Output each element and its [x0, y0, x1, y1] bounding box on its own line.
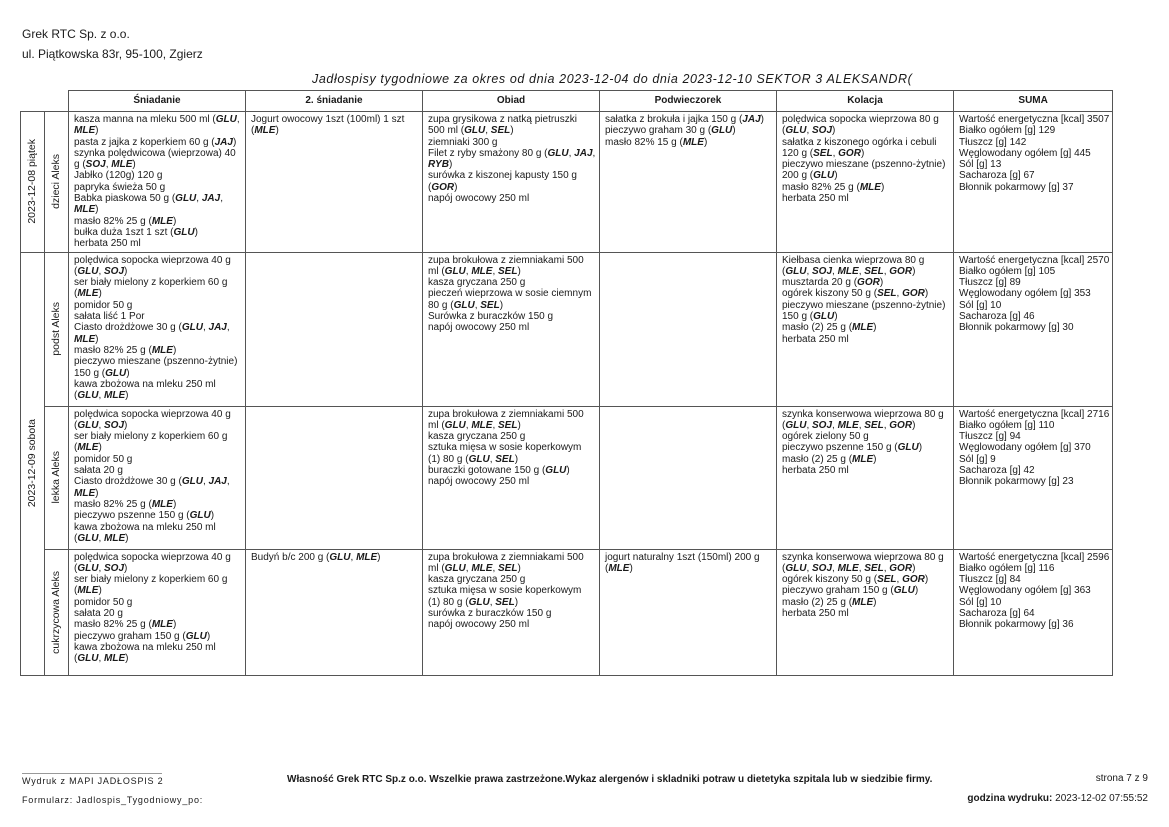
- dish-line: Kiełbasa cienka wieprzowa 80 g (GLU, SOJ, MLE, SEL, GOR): [782, 254, 925, 277]
- meal-cell-kolacja: [777, 252, 954, 406]
- meal-cell-podwieczorek: [600, 112, 777, 253]
- dish-line: surówka z kiszonej kapusty 150 g (GOR): [428, 170, 577, 193]
- dish-line: ogórek zielony 50 g: [782, 431, 869, 443]
- dish-line: szynka polędwicowa (wieprzowa) 40 g (SOJ, MLE): [74, 147, 236, 171]
- nutrition-line: Sacharoza [g] 64: [959, 608, 1035, 620]
- dish-line: polędwica sopocka wieprzowa 40 g (GLU, SOJ): [74, 254, 231, 277]
- dish-line: Budyń b/c 200 g (GLU, MLE): [251, 551, 381, 563]
- diet-label-cell: [45, 252, 69, 406]
- dish-line: ziemniaki 300 g: [428, 136, 498, 148]
- dish-line: pieczeń wieprzowa w sosie ciemnym 80 g (GLU, SEL): [428, 288, 592, 311]
- dish-line: herbata 250 ml: [782, 333, 849, 345]
- dish-line: kawa zbożowa na mleku 250 ml (GLU, MLE): [74, 641, 216, 665]
- dish-line: pasta z jajka z koperkiem 60 g (JAJ): [74, 136, 237, 148]
- dish-line: sałata liść 1 Por: [74, 311, 145, 323]
- nutrition-line: Wartość energetyczna [kcal] 3507: [959, 114, 1110, 125]
- footer-print-time-label: godzina wydruku:: [967, 793, 1053, 804]
- dish-line: masło 82% 25 g (MLE): [74, 498, 177, 510]
- dish-line: masło 82% 25 g (MLE): [782, 181, 885, 193]
- dish-line: pomidor 50 g: [74, 453, 133, 465]
- dish-line: zupa brokułowa z ziemniakami 500 ml (GLU, MLE, SEL): [428, 254, 584, 277]
- nutrition-line: Sól [g] 10: [959, 299, 1002, 311]
- dish-line: Ciasto drożdżowe 30 g (GLU, JAJ, MLE): [74, 476, 230, 499]
- dish-line: kasza gryczana 250 g: [428, 574, 526, 586]
- nutrition-line: Wartość energetyczna [kcal] 2716: [959, 408, 1110, 420]
- column-header-sniadanie: Śniadanie: [69, 91, 246, 112]
- menu-row: [21, 406, 1113, 549]
- dish-line: masło 82% 15 g (MLE): [605, 136, 708, 148]
- footer-ownership-notice: Własność Grek RTC Sp.z o.o. Wszelkie prawa zastrzeżone.Wykaz alergenów i skladniki potraw u dietetyka szpitala lub w siedzibie firmy.: [287, 774, 933, 785]
- nutrition-line: Sól [g] 10: [959, 596, 1002, 608]
- day-label-cell: [21, 112, 45, 253]
- dish-line: surówka z buraczków 150 g: [428, 608, 552, 620]
- dish-line: musztarda 20 g (GOR): [782, 277, 884, 289]
- menu-row: [21, 252, 1113, 406]
- dish-line: ser biały mielony z koperkiem 60 g (MLE): [74, 277, 228, 300]
- diet-label: lekka Aleks: [49, 451, 62, 504]
- footer-print-time: [967, 793, 1148, 804]
- nutrition-line: Białko ogółem [g] 110: [959, 419, 1055, 431]
- dish-line: jogurt naturalny 1szt (150ml) 200 g (MLE): [605, 551, 760, 574]
- footer-left: [22, 773, 203, 810]
- dish-line: ogórek kiszony 50 g (SEL, GOR): [782, 288, 929, 300]
- dish-line: Filet z ryby smażony 80 g (GLU, JAJ, RYB): [428, 147, 596, 171]
- meal-cell-drugie: [246, 406, 423, 549]
- nutrition-line: Sól [g] 9: [959, 453, 996, 465]
- meal-cell-sniadanie: [69, 252, 246, 406]
- nutrition-line: Tłuszcz [g] 89: [959, 277, 1021, 289]
- meal-cell-obiad: [423, 406, 600, 549]
- nutrition-line: Tłuszcz [g] 142: [959, 136, 1027, 148]
- dish-line: zupa brokułowa z ziemniakami 500 ml (GLU, MLE, SEL): [428, 551, 584, 574]
- dish-line: ogórek kiszony 50 g (SEL, GOR): [782, 574, 929, 586]
- diet-label-cell: [45, 549, 69, 675]
- dish-line: polędwica sopocka wieprzowa 40 g (GLU, SOJ): [74, 551, 231, 574]
- meal-cell-drugie: [246, 252, 423, 406]
- nutrition-line: Błonnik pokarmowy [g] 36: [959, 619, 1074, 631]
- meal-cell-sniadanie: [69, 406, 246, 549]
- nutrition-line: Tłuszcz [g] 84: [959, 574, 1021, 586]
- meal-cell-podwieczorek: [600, 252, 777, 406]
- dish-line: kasza gryczana 250 g: [428, 431, 526, 443]
- meal-cell-sniadanie: [69, 549, 246, 675]
- nutrition-line: Białko ogółem [g] 116: [959, 562, 1055, 574]
- dish-line: zupa brokułowa z ziemniakami 500 ml (GLU, MLE, SEL): [428, 408, 584, 431]
- dish-line: polędwica sopocka wieprzowa 80 g (GLU, SOJ): [782, 114, 939, 137]
- dish-line: napój owocowy 250 ml: [428, 322, 530, 334]
- meal-cell-podwieczorek: [600, 406, 777, 549]
- dish-line: pomidor 50 g: [74, 299, 133, 311]
- column-header-drugie-sniadanie: 2. śniadanie: [246, 91, 423, 112]
- dish-line: Ciasto drożdżowe 30 g (GLU, JAJ, MLE): [74, 322, 230, 345]
- dish-line: masło 82% 25 g (MLE): [74, 344, 177, 356]
- company-address: ul. Piątkowska 83r, 95-100, Zgierz: [22, 47, 203, 61]
- dish-line: ser biały mielony z koperkiem 60 g (MLE): [74, 431, 228, 454]
- nutrition-line: Sól [g] 13: [959, 159, 1002, 171]
- suma-cell: [954, 549, 1113, 675]
- dish-line: masło (2) 25 g (MLE): [782, 453, 877, 465]
- dish-line: kasza gryczana 250 g: [428, 277, 526, 289]
- dish-line: sztuka mięsa w sosie koperkowym (1) 80 g (GLU, SEL): [428, 585, 582, 608]
- nutrition-line: Węglowodany ogółem [g] 353: [959, 288, 1091, 300]
- diet-label: podst Aleks: [49, 302, 62, 356]
- dish-line: herbata 250 ml: [782, 193, 849, 205]
- footer-print-time-value: 2023-12-02 07:55:52: [1055, 793, 1148, 804]
- dish-line: Babka piaskowa 50 g (GLU, JAJ, MLE): [74, 193, 223, 216]
- dish-line: buraczki gotowane 150 g (GLU): [428, 465, 570, 477]
- diet-label: dzieci Aleks: [49, 154, 62, 210]
- header-row: [21, 91, 1113, 112]
- dish-line: pieczywo mieszane (pszenno-żytnie) 200 g (GLU): [782, 159, 946, 182]
- dish-line: ser biały mielony z koperkiem 60 g (MLE): [74, 574, 228, 597]
- menu-row: [21, 112, 1113, 253]
- page-title: Jadłospisy tygodniowe za okres od dnia 2023-12-04 do dnia 2023-12-10 SEKTOR 3 ALEKSANDR(: [312, 72, 913, 86]
- footer-page-number: strona 7 z 9: [1095, 773, 1148, 784]
- suma-cell: [954, 252, 1113, 406]
- meal-cell-drugie: [246, 549, 423, 675]
- dish-line: szynka konserwowa wieprzowa 80 g (GLU, SOJ, MLE, SEL, GOR): [782, 551, 944, 574]
- day-label: 2023-12-09 sobota: [25, 419, 38, 508]
- footer-printout-source: Wydruk z MAPI JADŁOSPIS 2: [22, 776, 164, 786]
- dish-line: pieczywo graham 150 g (GLU): [74, 630, 211, 642]
- meal-cell-obiad: [423, 112, 600, 253]
- dish-line: masło 82% 25 g (MLE): [74, 215, 177, 227]
- nutrition-line: Białko ogółem [g] 129: [959, 125, 1056, 137]
- dish-line: bułka duża 1szt 1 szt (GLU): [74, 226, 198, 238]
- nutrition-line: Błonnik pokarmowy [g] 23: [959, 476, 1074, 488]
- dish-line: pieczywo mieszane (pszenno-żytnie) 150 g (GLU): [74, 356, 238, 379]
- dish-line: kawa zbożowa na mleku 250 ml (GLU, MLE): [74, 378, 216, 402]
- dish-line: masło (2) 25 g (MLE): [782, 596, 877, 608]
- dish-line: pieczywo graham 150 g (GLU): [782, 585, 919, 597]
- dish-line: polędwica sopocka wieprzowa 40 g (GLU, SOJ): [74, 408, 231, 431]
- column-header-obiad: Obiad: [423, 91, 600, 112]
- nutrition-line: Białko ogółem [g] 105: [959, 265, 1056, 277]
- nutrition-line: Węglowodany ogółem [g] 363: [959, 585, 1091, 597]
- diet-label-cell: [45, 406, 69, 549]
- meal-cell-drugie: [246, 112, 423, 253]
- dish-line: szynka konserwowa wieprzowa 80 g (GLU, SOJ, MLE, SEL, GOR): [782, 408, 944, 431]
- dish-line: pieczywo mieszane (pszenno-żytnie) 150 g (GLU): [782, 299, 946, 323]
- nutrition-line: Sacharoza [g] 46: [959, 311, 1035, 323]
- menu-table: [20, 90, 1113, 676]
- dish-line: masło (2) 25 g (MLE): [782, 322, 877, 334]
- nutrition-line: Wartość energetyczna [kcal] 2596: [959, 551, 1110, 563]
- day-label-cell: [21, 252, 45, 675]
- column-header-podwieczorek: Podwieczorek: [600, 91, 777, 112]
- nutrition-line: Wartość energetyczna [kcal] 2570: [959, 254, 1110, 266]
- diet-label-cell: [45, 112, 69, 253]
- meal-cell-podwieczorek: [600, 549, 777, 675]
- day-label: 2023-12-08 piątek: [25, 139, 38, 225]
- dish-line: sałatka z kiszonego ogórka i cebuli 120 g (SEL, GOR): [782, 136, 937, 159]
- dish-line: Jabłko (120g) 120 g: [74, 170, 163, 182]
- nutrition-line: Węglowodany ogółem [g] 445: [959, 147, 1091, 159]
- nutrition-line: Błonnik pokarmowy [g] 37: [959, 181, 1074, 193]
- dish-line: pomidor 50 g: [74, 596, 133, 608]
- diet-label: cukrzycowa Aleks: [49, 570, 62, 654]
- dish-line: herbata 250 ml: [782, 465, 849, 477]
- dish-line: masło 82% 25 g (MLE): [74, 619, 177, 631]
- suma-cell: [954, 112, 1113, 253]
- dish-line: papryka świeża 50 g: [74, 181, 166, 193]
- meal-cell-obiad: [423, 252, 600, 406]
- nutrition-line: Tłuszcz [g] 94: [959, 431, 1021, 443]
- dish-line: pieczywo graham 30 g (GLU): [605, 125, 736, 137]
- footer-form-name: Formularz: Jadlospis_Tygodniowy_po:: [22, 795, 204, 805]
- nutrition-line: Błonnik pokarmowy [g] 30: [959, 322, 1074, 334]
- meal-cell-sniadanie: [69, 112, 246, 253]
- header-blank: [21, 91, 45, 112]
- company-block: [22, 24, 203, 64]
- dish-line: herbata 250 ml: [74, 238, 141, 250]
- dish-line: napój owocowy 250 ml: [428, 193, 530, 205]
- meal-cell-obiad: [423, 549, 600, 675]
- dish-line: napój owocowy 250 ml: [428, 476, 530, 488]
- meal-cell-kolacja: [777, 112, 954, 253]
- column-header-kolacja: Kolacja: [777, 91, 954, 112]
- company-name: Grek RTC Sp. z o.o.: [22, 27, 130, 41]
- dish-line: kasza manna na mleku 500 ml (GLU, MLE): [74, 114, 240, 137]
- meal-cell-kolacja: [777, 549, 954, 675]
- suma-cell: [954, 406, 1113, 549]
- dish-line: Surówka z buraczków 150 g: [428, 311, 554, 323]
- dish-line: Jogurt owocowy 1szt (100ml) 1 szt (MLE): [251, 114, 405, 137]
- dish-line: sztuka mięsa w sosie koperkowym (1) 80 g (GLU, SEL): [428, 442, 582, 465]
- dish-line: sałata 20 g: [74, 465, 123, 477]
- column-header-suma: SUMA: [954, 91, 1113, 112]
- dish-line: kawa zbożowa na mleku 250 ml (GLU, MLE): [74, 521, 216, 544]
- menu-row: [21, 549, 1113, 675]
- nutrition-line: Sacharoza [g] 67: [959, 170, 1035, 182]
- dish-line: napój owocowy 250 ml: [428, 619, 530, 631]
- dish-line: sałata 20 g: [74, 608, 123, 620]
- dish-line: herbata 250 ml: [782, 608, 849, 620]
- dish-line: pieczywo pszenne 150 g (GLU): [74, 510, 215, 522]
- dish-line: pieczywo pszenne 150 g (GLU): [782, 442, 923, 454]
- dish-line: zupa grysikowa z natką pietruszki 500 ml (GLU, SEL): [428, 114, 577, 137]
- dish-line: sałatka z brokuła i jajka 150 g (JAJ): [605, 114, 764, 125]
- meal-cell-kolacja: [777, 406, 954, 549]
- header-blank: [45, 91, 69, 112]
- nutrition-line: Sacharoza [g] 42: [959, 465, 1035, 477]
- nutrition-line: Węglowodany ogółem [g] 370: [959, 442, 1091, 454]
